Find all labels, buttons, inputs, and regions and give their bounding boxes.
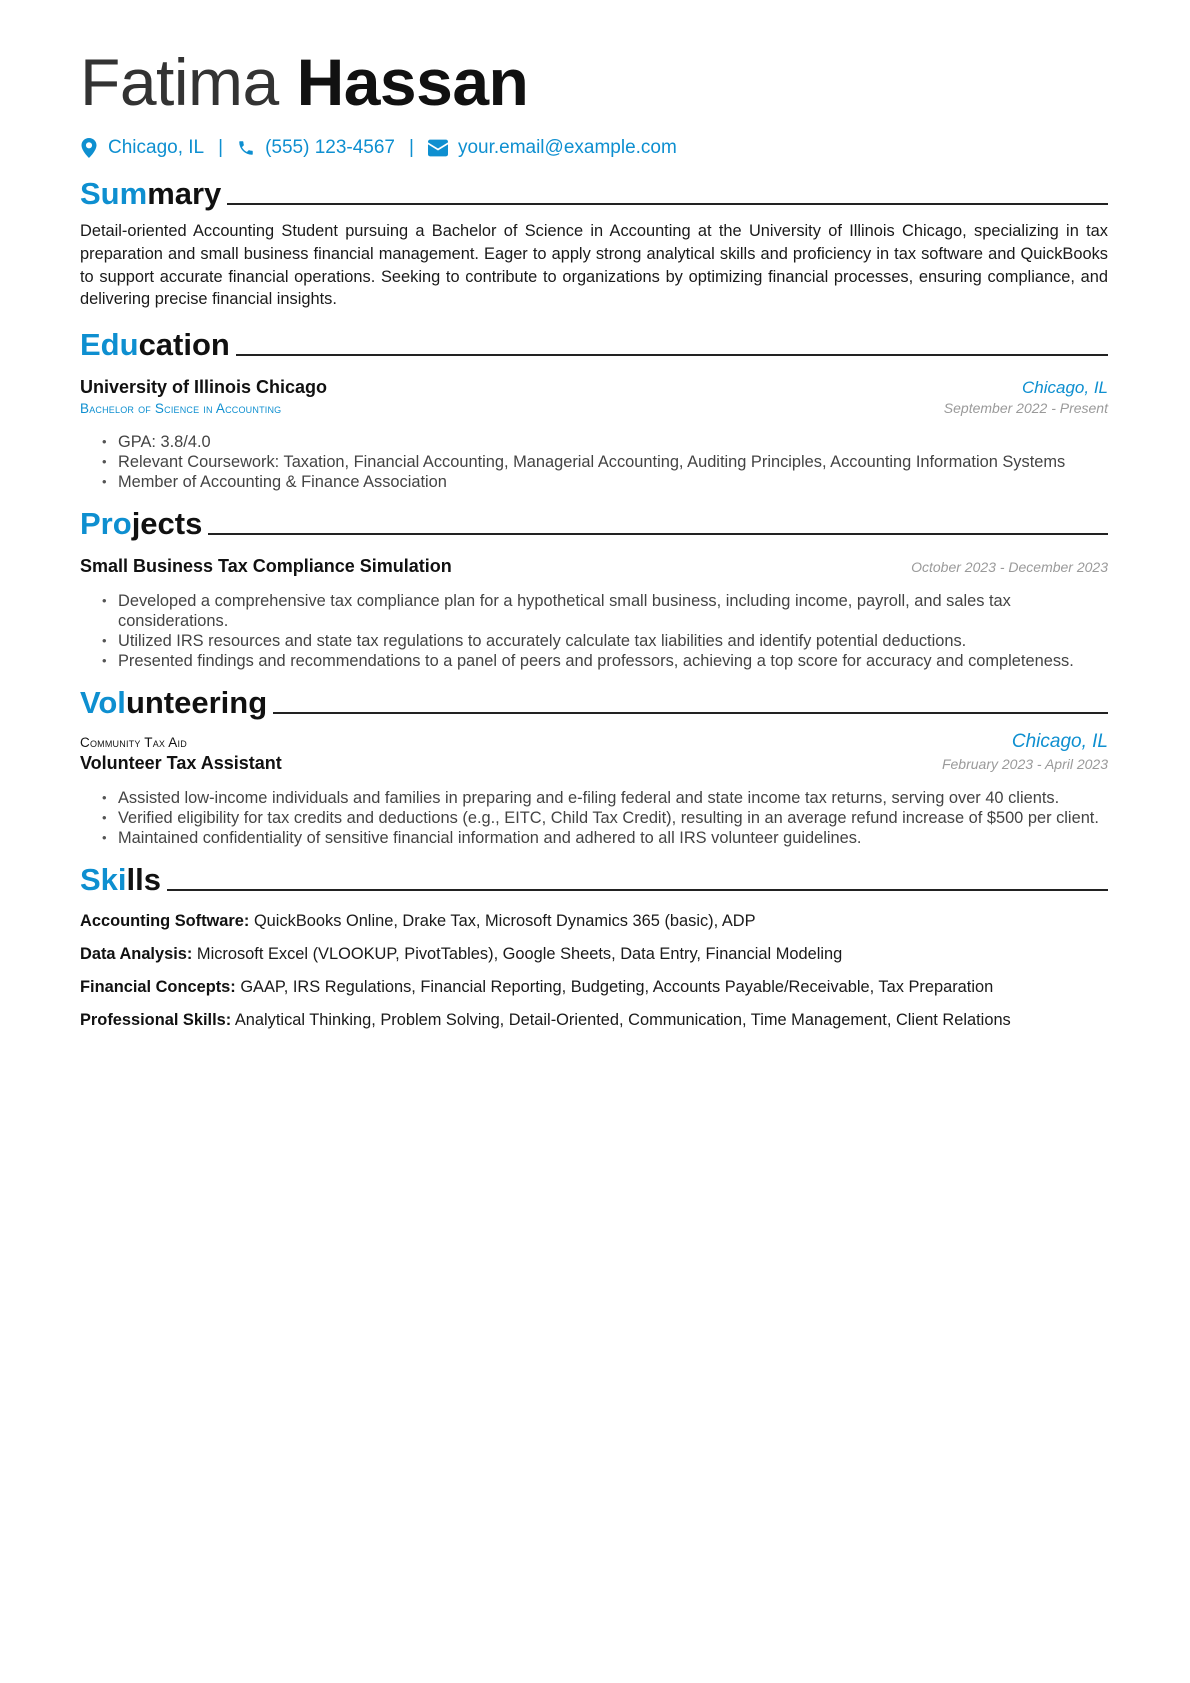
list-item: • Verified eligibility for tax credits and deductions (e.g., EITC, Child Tax Credit), resulting in an average refund increase of $500 per client. [102,808,1108,828]
email-text: your.email@example.com [457,137,677,158]
volunteering-entry [80,731,1108,848]
skill-label: Data Analysis: [80,945,193,964]
skill-value: QuickBooks Online, Drake Tax, Microsoft Dynamics 365 (basic), ADP [253,912,756,931]
first-name: Fatima [80,45,279,119]
skill-line [80,1009,1108,1031]
skills-title-rest: lls [126,862,161,898]
skill-value: GAAP, IRS Regulations, Financial Reporting, Budgeting, Accounts Payable/Receivable, Tax Preparation [240,978,994,997]
contact-phone[interactable] [237,137,395,159]
section-divider [208,533,1108,535]
education-dates: September 2022 - Present [943,400,1108,417]
volunteer-role: Volunteer Tax Assistant [80,753,282,774]
list-item: • Utilized IRS resources and state tax regulations to accurately calculate tax liabilities and identify potential deductions. [102,631,1108,651]
contact-separator: | [218,137,224,158]
projects-heading [80,504,1108,542]
contact-email[interactable] [428,137,677,159]
list-item: • Developed a comprehensive tax compliance plan for a hypothetical small business, including income, payroll, and sales tax considerations. [102,591,1108,631]
project-bullets [80,591,1108,671]
summary-title-rest: mary [147,176,222,211]
contact-info [80,134,1108,162]
project-name: Small Business Tax Compliance Simulation [80,556,452,577]
section-divider [236,354,1108,356]
candidate-name [80,44,1108,120]
skills-heading [80,860,1108,898]
contact-location [80,137,204,159]
volunteering-heading [80,683,1108,721]
volunteer-org: Community Tax Aid [80,735,187,751]
envelope-icon [428,139,448,157]
volunteer-bullets [80,788,1108,848]
contact-separator: | [409,137,414,158]
summary-heading [80,174,1108,212]
education-title-rest: cation [138,327,230,363]
education-title-accent: Edu [80,327,139,363]
list-item: • Relevant Coursework: Taxation, Financial Accounting, Managerial Accounting, Auditing Principles, Accounting Information Systems [102,452,1108,472]
projects-title-accent: Pro [80,506,132,542]
section-divider [273,712,1108,714]
skill-line [80,910,1108,932]
list-item: • Presented findings and recommendations to a panel of peers and professors, achieving a top score for accuracy and completeness. [102,651,1108,671]
projects-title-rest: jects [131,506,203,542]
summary-title-accent: Sum [80,176,148,211]
list-item: • Maintained confidentiality of sensitive financial information and adhered to all IRS volunteer guidelines. [102,828,1108,848]
skill-value: Microsoft Excel (VLOOKUP, PivotTables), Google Sheets, Data Entry, Financial Modeling [196,945,843,964]
volunteer-location: Chicago, IL [1011,731,1108,753]
list-item: • Member of Accounting & Finance Association [102,472,1108,492]
section-divider [167,889,1108,891]
skill-label: Professional Skills: [80,1011,232,1030]
volunteering-title-accent: Vol [80,685,126,721]
section-divider [227,203,1108,205]
volunteer-dates: February 2023 - April 2023 [941,756,1108,773]
skill-label: Accounting Software: [80,912,250,931]
education-heading [80,325,1108,363]
skill-line [80,976,1108,998]
summary-text: Detail-oriented Accounting Student pursuing a Bachelor of Science in Accounting at the University of Illinois Chicago, specializing in tax preparation and small business financial management. Eager to apply strong analytical skills and proficiency in tax software and QuickBooks to support accurate financial operations. Seeking to contribute to organizations by optimizing financial processes, ensuring compliance, and delivering precise financial insights. [80,222,1108,309]
location-text: Chicago, IL [108,137,205,158]
skill-value: Analytical Thinking, Problem Solving, Detail-Oriented, Communication, Time Management, Client Relations [234,1011,1011,1030]
education-entry [80,377,1108,492]
project-entry [80,556,1108,671]
education-bullets [80,432,1108,492]
skill-label: Financial Concepts: [80,978,236,997]
school-location: Chicago, IL [1022,378,1108,398]
list-item: • Assisted low-income individuals and families in preparing and e-filing federal and state income tax returns, serving over 40 clients. [102,788,1108,808]
last-name: Hassan [296,45,529,119]
degree-name: Bachelor of Science in Accounting [80,401,282,417]
phone-text: (555) 123-4567 [265,137,395,158]
skill-line [80,943,1108,965]
skills-title-accent: Ski [80,862,127,898]
skills-list [80,910,1108,1031]
phone-icon [237,138,255,158]
list-item: • GPA: 3.8/4.0 [102,432,1108,452]
map-pin-icon [80,138,98,158]
school-name: University of Illinois Chicago [80,377,328,398]
project-dates: October 2023 - December 2023 [911,559,1108,576]
volunteering-title-rest: unteering [125,685,268,721]
